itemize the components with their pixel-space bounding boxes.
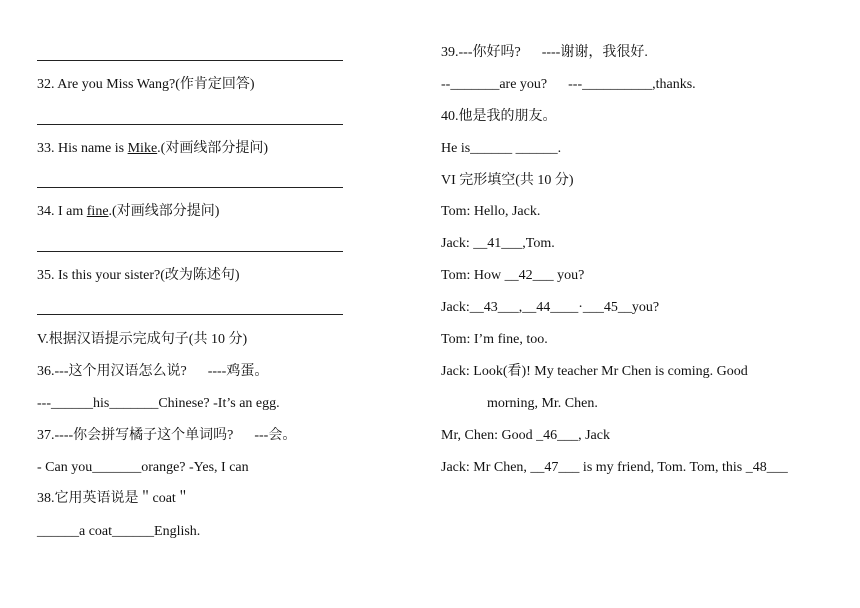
question-39-answer: --_______are you? ---__________,thanks.	[441, 77, 696, 92]
question-35: 35. Is this your sister?(改为陈述句)	[37, 268, 240, 283]
question-33: 33. His name is Mike.(对画线部分提问)	[37, 141, 268, 156]
answer-line	[37, 124, 343, 125]
question-34: 34. I am fine.(对画线部分提问)	[37, 204, 220, 219]
dialogue-line: Tom: I’m fine, too.	[441, 332, 548, 347]
answer-line	[37, 251, 343, 252]
question-38: 38.它用英语说是＂coat＂	[37, 491, 190, 506]
dialogue-line: Jack: __41___,Tom.	[441, 236, 555, 251]
section-5-heading: V.根据汉语提示完成句子(共 10 分)	[37, 332, 248, 347]
dialogue-line: Jack:__43___,__44____·___45__you?	[441, 300, 660, 315]
underlined-word: Mike	[127, 141, 158, 156]
underlined-word: fine	[86, 204, 109, 219]
question-40: 40.他是我的朋友。	[441, 109, 557, 124]
question-36-answer: ---______his_______Chinese? -It’s an egg.	[37, 396, 280, 411]
question-39: 39.---你好吗? ----谢谢，我很好.	[441, 45, 648, 60]
answer-line	[37, 187, 343, 188]
dialogue-line: Tom: How __42___ you?	[441, 268, 585, 283]
dialogue-line: Jack: Look(看)! My teacher Mr Chen is coming. Good	[441, 364, 748, 379]
dialogue-line: Tom: Hello, Jack.	[441, 204, 541, 219]
answer-line	[37, 60, 343, 61]
question-38-answer: ______a coat______English.	[37, 524, 201, 539]
question-37-answer: - Can you_______orange? -Yes, I can	[37, 460, 249, 475]
answer-line	[37, 314, 343, 315]
question-37: 37.----你会拼写橘子这个单词吗? ---会。	[37, 428, 297, 443]
dialogue-line: Jack: Mr Chen, __47___ is my friend, Tom. Tom, this _48___	[441, 460, 788, 475]
question-32: 32. Are you Miss Wang?(作肯定回答)	[37, 77, 255, 92]
question-40-answer: He is______ ______.	[441, 141, 562, 156]
section-6-heading: VI 完形填空(共 10 分)	[441, 173, 574, 188]
dialogue-line-continued: morning, Mr. Chen.	[487, 396, 598, 411]
dialogue-line: Mr, Chen: Good _46___, Jack	[441, 428, 610, 443]
question-36: 36.---这个用汉语怎么说? ----鸡蛋。	[37, 364, 269, 379]
